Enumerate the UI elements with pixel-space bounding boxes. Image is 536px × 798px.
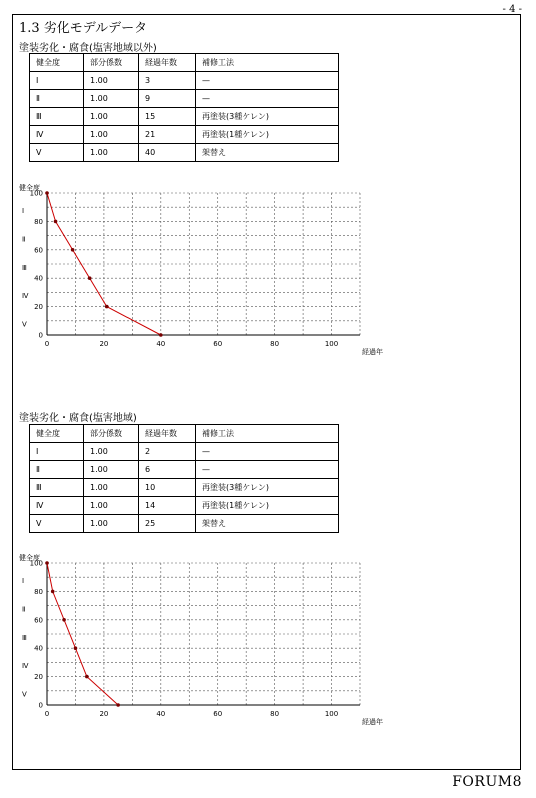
table-row — [30, 443, 339, 461]
grade-label: Ⅲ — [22, 633, 27, 642]
table-cell: 1.00 — [84, 72, 139, 90]
table-cell: — — [196, 461, 339, 479]
table-cell: Ⅱ — [30, 90, 84, 108]
x-tick-label: 100 — [324, 340, 339, 348]
x-tick-label: 40 — [156, 710, 166, 718]
table-cell: 1.00 — [84, 443, 139, 461]
table-cell: Ⅴ — [30, 515, 84, 533]
table-cell: 再塗装(3種ケレン) — [196, 479, 339, 497]
y-tick-label: 60 — [34, 616, 43, 625]
table-cell: — — [196, 72, 339, 90]
y-tick-label: 40 — [34, 644, 43, 653]
header-cell: 部分係数 — [84, 425, 139, 443]
table-cell: Ⅳ — [30, 497, 84, 515]
data-point — [88, 276, 92, 280]
table-cell: 再塗装(1種ケレン) — [196, 126, 339, 144]
table-cell: 14 — [139, 497, 196, 515]
table-cell: 10 — [139, 479, 196, 497]
table-row — [30, 461, 339, 479]
table-cell: 1.00 — [84, 144, 139, 162]
x-tick-label: 0 — [44, 710, 50, 718]
table-cell: Ⅴ — [30, 144, 84, 162]
header-cell: 部分係数 — [84, 54, 139, 72]
header-cell: 補修工法 — [196, 425, 339, 443]
y-tick-label: 80 — [34, 217, 43, 226]
x-axis-title: 経過年 — [362, 718, 383, 726]
grade-label: Ⅴ — [22, 320, 27, 329]
data-point — [45, 561, 49, 565]
table-row — [30, 126, 339, 144]
x-tick-label: 80 — [270, 710, 280, 718]
table-row — [30, 72, 339, 90]
y-tick-label: 0 — [38, 701, 43, 710]
block1-subtitle: 塗装劣化・腐食(塩害地域以外) — [19, 43, 157, 54]
page-number: - 4 - — [502, 4, 522, 15]
data-point — [62, 618, 66, 622]
block2-subtitle: 塗装劣化・腐食(塩害地域) — [19, 413, 137, 424]
table-cell: — — [196, 90, 339, 108]
section-title: 1.3 劣化モデルデータ — [19, 21, 148, 36]
table-cell: 再塗装(1種ケレン) — [196, 497, 339, 515]
y-axis-title: 健全度 — [19, 554, 40, 562]
x-tick-label: 100 — [324, 710, 339, 718]
grade-label: Ⅴ — [22, 690, 27, 699]
table-cell: 21 — [139, 126, 196, 144]
table-header-row — [30, 54, 339, 72]
table-cell: Ⅲ — [30, 108, 84, 126]
table-row — [30, 515, 339, 533]
table-cell: 架替え — [196, 515, 339, 533]
x-tick-label: 60 — [213, 340, 223, 348]
table-row — [30, 479, 339, 497]
table-cell: — — [196, 443, 339, 461]
grade-label: Ⅳ — [22, 292, 29, 301]
grade-label: Ⅰ — [22, 577, 25, 586]
x-axis-title: 経過年 — [362, 348, 383, 356]
x-tick-label: 20 — [99, 710, 109, 718]
x-tick-label: 60 — [213, 710, 223, 718]
table-cell: 15 — [139, 108, 196, 126]
table-row — [30, 144, 339, 162]
block2-table — [29, 424, 339, 533]
table-cell: Ⅱ — [30, 461, 84, 479]
header-cell: 経過年数 — [139, 54, 196, 72]
x-tick-label: 0 — [44, 340, 50, 348]
table-cell: 1.00 — [84, 515, 139, 533]
data-point — [71, 248, 75, 252]
y-tick-label: 40 — [34, 274, 43, 283]
y-tick-label: 100 — [29, 559, 43, 568]
y-axis-title: 健全度 — [19, 184, 40, 192]
y-tick-label: 0 — [38, 331, 43, 340]
data-point — [54, 220, 58, 224]
header-cell: 健全度 — [30, 54, 84, 72]
x-tick-label: 20 — [99, 340, 109, 348]
table-cell: 1.00 — [84, 90, 139, 108]
x-tick-label: 80 — [270, 340, 280, 348]
table-cell: 1.00 — [84, 126, 139, 144]
table-cell: Ⅳ — [30, 126, 84, 144]
footer-brand-logo: FORUM8 — [452, 774, 522, 790]
header-cell: 補修工法 — [196, 54, 339, 72]
y-tick-label: 80 — [34, 587, 43, 596]
x-tick-label: 40 — [156, 340, 166, 348]
table-cell: Ⅲ — [30, 479, 84, 497]
y-tick-label: 60 — [34, 246, 43, 255]
document-frame — [12, 14, 521, 770]
grade-label: Ⅲ — [22, 263, 27, 272]
data-point — [159, 333, 163, 337]
grade-label: Ⅰ — [22, 207, 25, 216]
table-header-row — [30, 425, 339, 443]
table-row — [30, 90, 339, 108]
grade-label: Ⅱ — [22, 605, 26, 614]
table-cell: 2 — [139, 443, 196, 461]
data-point — [51, 590, 55, 594]
table-cell: 再塗装(3種ケレン) — [196, 108, 339, 126]
table-cell: 25 — [139, 515, 196, 533]
table-row — [30, 497, 339, 515]
grade-label: Ⅳ — [22, 662, 29, 671]
data-point — [74, 646, 78, 650]
table-cell: 1.00 — [84, 461, 139, 479]
table-cell: Ⅰ — [30, 72, 84, 90]
table-cell: 3 — [139, 72, 196, 90]
table-cell: 40 — [139, 144, 196, 162]
deterioration-chart-2 — [13, 551, 403, 731]
table-cell: 9 — [139, 90, 196, 108]
grade-label: Ⅱ — [22, 235, 26, 244]
table-cell: 架替え — [196, 144, 339, 162]
header-cell: 健全度 — [30, 425, 84, 443]
y-tick-label: 20 — [34, 673, 43, 682]
block1-table — [29, 53, 339, 162]
table-cell: 1.00 — [84, 479, 139, 497]
data-point — [105, 305, 109, 309]
table-cell: 6 — [139, 461, 196, 479]
y-tick-label: 20 — [34, 303, 43, 312]
data-point — [116, 703, 120, 707]
y-tick-label: 100 — [29, 189, 43, 198]
table-cell: Ⅰ — [30, 443, 84, 461]
header-cell: 経過年数 — [139, 425, 196, 443]
table-cell: 1.00 — [84, 108, 139, 126]
table-cell: 1.00 — [84, 497, 139, 515]
table-row — [30, 108, 339, 126]
data-point — [85, 675, 89, 679]
data-point — [45, 191, 49, 195]
deterioration-chart-1 — [13, 181, 403, 361]
